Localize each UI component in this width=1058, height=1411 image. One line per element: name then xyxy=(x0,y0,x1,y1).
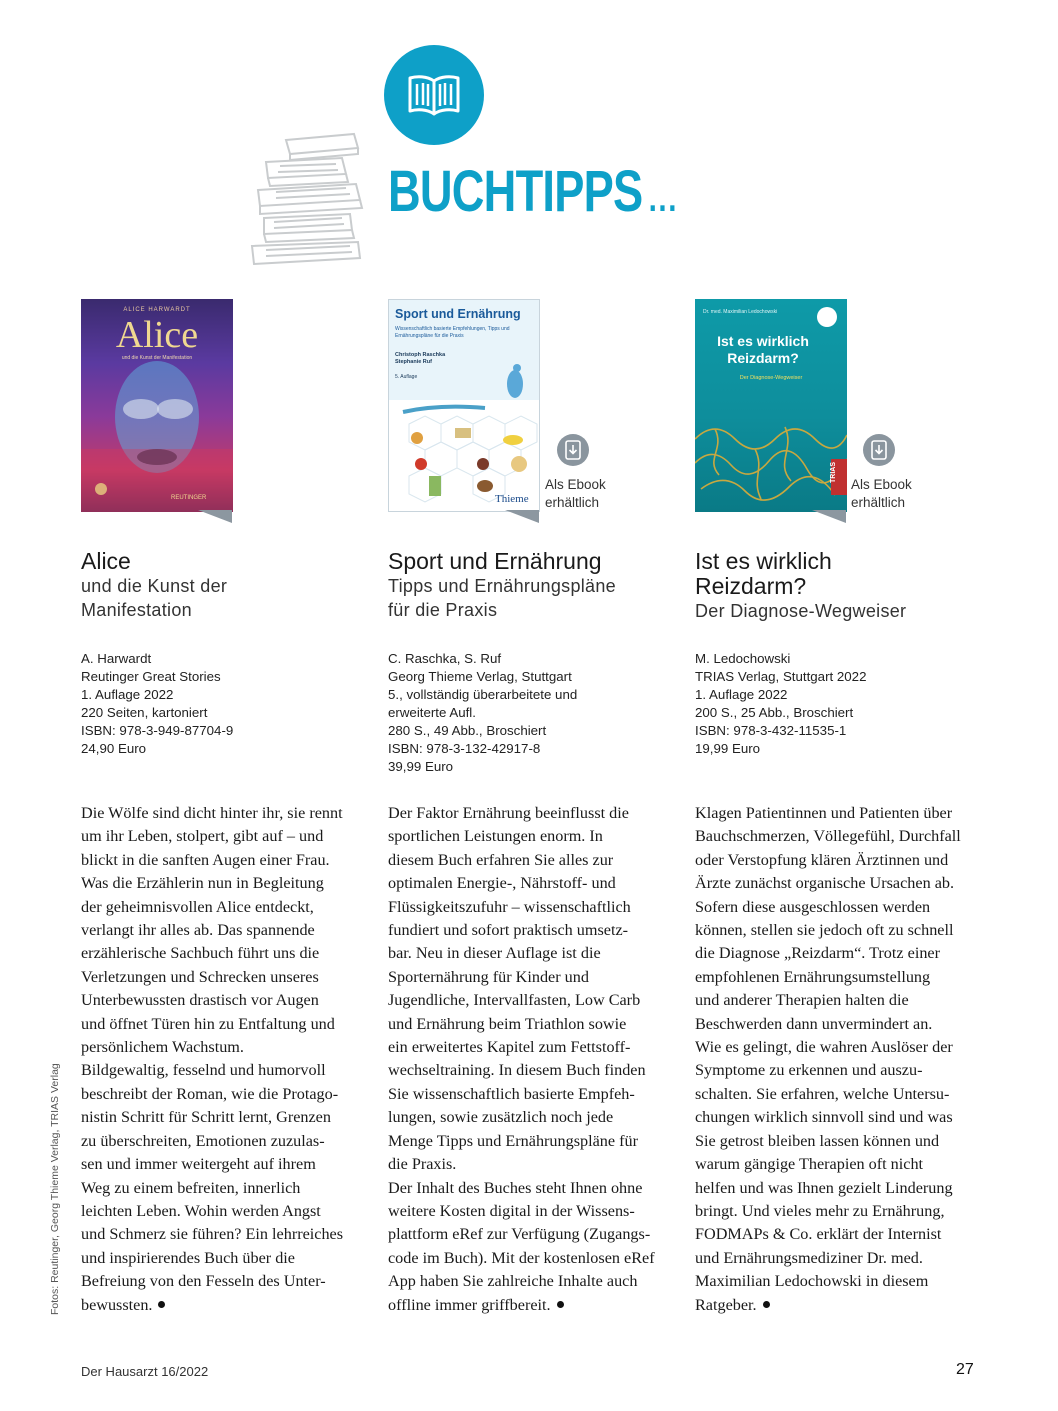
meta-line: C. Raschka, S. Ruf xyxy=(388,651,502,666)
description-line: oder Verstopfung klären Ärztinnen und xyxy=(695,850,949,869)
footer-publication: Der Hausarzt 16/2022 xyxy=(81,1364,209,1379)
description-line: Sie getrost bleiben lassen können und xyxy=(695,1131,940,1150)
meta-line: 200 S., 25 Abb., Broschiert xyxy=(695,705,854,720)
description-line: Was die Erzählerin nun in Begleitung xyxy=(81,874,324,893)
end-bullet xyxy=(557,1301,564,1308)
header-book-badge xyxy=(384,45,484,145)
ebook-text-line2: erhältlich xyxy=(851,495,906,510)
description-last-line xyxy=(388,1294,680,1317)
cover-publisher: REUTINGER xyxy=(171,495,207,501)
cover-corner-marker xyxy=(812,510,846,523)
cover-author-line: Dr. med. Maximilian Ledochowski xyxy=(703,309,778,315)
page-title xyxy=(388,158,678,225)
description-line: und Schmerz sie führen? Ein lehrreiches xyxy=(81,1225,344,1244)
description-line: offline immer griffbereit. xyxy=(388,1295,551,1314)
meta-line: 24,90 Euro xyxy=(81,741,147,756)
ebook-text-line1: Als Ebook xyxy=(545,477,606,492)
page-title-dots: ... xyxy=(648,178,679,220)
meta-line: erweiterte Aufl. xyxy=(388,705,476,720)
description-line: bringt. Und vieles mehr zu Ernährung, xyxy=(695,1201,945,1220)
page-title-text: BUCHTIPPS xyxy=(388,159,643,224)
end-bullet xyxy=(763,1301,770,1308)
cover-subtitle: Der Diagnose-Wegweiser xyxy=(739,375,803,381)
meta-line: Reutinger Great Stories xyxy=(81,669,221,684)
cover-corner-marker xyxy=(198,510,232,523)
ebook-download-icon xyxy=(863,434,895,466)
ebook-text-line2: erhältlich xyxy=(545,495,600,510)
description-line: wechseltraining. In diesem Buch finden xyxy=(388,1061,646,1080)
description-line: Beschwerden dann unvermindert an. xyxy=(695,1014,933,1033)
description-line: ein erweitertes Kapitel zum Fettstoff- xyxy=(388,1038,631,1057)
book-title-line: Reizdarm? xyxy=(695,573,807,599)
open-book-icon xyxy=(405,73,463,117)
end-bullet xyxy=(158,1301,165,1308)
description-line: warum gängige Therapien oft nicht xyxy=(695,1155,924,1174)
description-line: und öffnet Türen hin zu Entfaltung und xyxy=(81,1014,335,1033)
book-meta-alice xyxy=(81,650,233,758)
book-subtitle-line: Tipps und Ernährungspläne xyxy=(388,576,616,596)
description-line: Wie es gelingt, die wahren Auslöser der xyxy=(695,1038,953,1057)
description-line: bewussten. xyxy=(81,1295,153,1314)
description-line: um ihr Leben, stolpert, gibt auf – und xyxy=(81,827,324,846)
ebook-badge-reizdarm xyxy=(851,434,941,512)
description-line: Der Inhalt des Buches steht Ihnen ohne xyxy=(388,1178,643,1197)
description-line: Flüssigkeitszufuhr – wissenschaftlich xyxy=(388,897,631,916)
description-line: können, stellen sie jedoch oft zu schnell xyxy=(695,921,954,940)
description-line: beschreibt der Roman, wie die Protago- xyxy=(81,1084,339,1103)
cover-title: Alice xyxy=(115,314,199,356)
book-title-text: Sport und Ernährung xyxy=(388,548,602,574)
meta-line: TRIAS Verlag, Stuttgart 2022 xyxy=(695,669,867,684)
description-line: lungen, sowie zusätzlich noch jede xyxy=(388,1108,614,1127)
description-line: persönlichem Wachstum. xyxy=(81,1038,244,1057)
description-line: FODMAPs & Co. erklärt der Internist xyxy=(695,1225,942,1244)
description-line: Menge Tipps und Ernährungspläne für xyxy=(388,1131,638,1150)
book-title-sport xyxy=(388,549,688,622)
cover-title: Ist es wirklich Reizdarm? xyxy=(717,333,809,366)
description-line: erzählerische Sachbuch führt uns die xyxy=(81,944,320,963)
description-last-line xyxy=(81,1294,373,1317)
description-line: Sofern diese ausgeschlossen werden xyxy=(695,897,931,916)
description-line: Weg zu einem befreiten, innerlich xyxy=(81,1178,301,1197)
cover-edition: 5. Auflage xyxy=(395,374,418,380)
sport-cover-art xyxy=(389,300,540,512)
description-line: Jugendliche, Intervallfasten, Low Carb xyxy=(388,991,641,1010)
meta-line: 19,99 Euro xyxy=(695,741,761,756)
book-subtitle-line: und die Kunst der xyxy=(81,576,228,596)
book-title-text: Alice xyxy=(81,548,131,574)
meta-line: 5., vollständig überarbeitete und xyxy=(388,687,578,702)
book-stack-illustration xyxy=(246,128,376,270)
description-line: die Diagnose „Reizdarm“. Trotz einer xyxy=(695,944,940,963)
book-cover-alice xyxy=(81,299,233,512)
book-subtitle-line: Der Diagnose-Wegweiser xyxy=(695,601,907,621)
description-line: Sie wissenschaftlich basierte Empfeh- xyxy=(388,1084,635,1103)
meta-line: ISBN: 978-3-432-11535-1 xyxy=(695,723,847,738)
book-description-reizdarm xyxy=(695,802,987,1317)
description-line: Ratgeber. xyxy=(695,1295,757,1314)
meta-line: A. Harwardt xyxy=(81,651,152,666)
description-line: weitere Kosten digital in der Wissens- xyxy=(388,1201,635,1220)
description-line: Symptome zu erkennen und auszu- xyxy=(695,1061,923,1080)
description-line: der geheimnisvollen Alice entdeckt, xyxy=(81,897,314,916)
description-line: empfohlenen Ernährungsumstellung xyxy=(695,967,931,986)
cover-corner-marker xyxy=(505,510,539,523)
page-number: 27 xyxy=(956,1361,974,1378)
description-line: leichten Leben. Wohin werden Angst xyxy=(81,1201,321,1220)
description-line: und Ernährung beim Triathlon sowie xyxy=(388,1014,627,1033)
description-line: bar. Neu in dieser Auflage ist die xyxy=(388,944,601,963)
cover-title: Sport und Ernährung xyxy=(395,307,521,321)
reizdarm-cover-art xyxy=(695,299,847,512)
meta-line: ISBN: 978-3-132-42917-8 xyxy=(388,741,541,756)
cover-author-line: ALICE HARWARDT xyxy=(123,307,191,313)
description-line: und inspirierendes Buch über die xyxy=(81,1248,295,1267)
description-line: fundiert und sofort praktisch umsetz- xyxy=(388,921,629,940)
description-line: und Ernährungsmediziner Dr. med. xyxy=(695,1248,923,1267)
description-line: verlangt ihr alles ab. Das spannende xyxy=(81,921,315,940)
book-meta-sport xyxy=(388,650,577,776)
description-line: Bauchschmerzen, Völlegefühl, Durchfall xyxy=(695,827,961,846)
description-line: und anderer Therapien halten die xyxy=(695,991,909,1010)
book-description-sport xyxy=(388,802,680,1317)
ebook-download-icon xyxy=(557,434,589,466)
description-line: Klagen Patientinnen und Patienten über xyxy=(695,804,953,822)
cover-subtitle: Wissenschaftlich basierte Empfehlungen, Tipps und Ernährungspläne für die Praxis xyxy=(395,326,510,339)
cover-authors: Christoph Raschka Stephanie Ruf xyxy=(395,352,446,365)
book-title-line: Ist es wirklich xyxy=(695,548,832,574)
description-line: Verletzungen und Schrecken unseres xyxy=(81,967,319,986)
book-title-alice xyxy=(81,549,371,622)
book-description-alice xyxy=(81,802,373,1317)
description-line: sportlichen Leistungen enorm. In xyxy=(388,827,603,846)
cover-publisher: Thieme xyxy=(495,493,529,505)
book-meta-reizdarm xyxy=(695,650,866,758)
meta-line: 1. Auflage 2022 xyxy=(695,687,788,702)
cover-publisher: TRIAS xyxy=(830,462,837,483)
photo-credit: Fotos: Reutinger, Georg Thieme Verlag, TRIAS Verlag xyxy=(49,1063,61,1315)
description-line: chungen wirklich sinnvoll sind und was xyxy=(695,1108,953,1127)
book-cover-sport xyxy=(388,299,540,512)
description-line: nistin Schritt für Schritt lernt, Grenzen xyxy=(81,1108,331,1127)
cover-subtitle: und die Kunst der Manifestation xyxy=(121,355,193,361)
description-line: Befreiung von den Fesseln des Unter- xyxy=(81,1272,326,1291)
description-line: optimalen Energie-, Nährstoff- und xyxy=(388,874,616,893)
description-line: Ärzte zunächst organische Ursachen ab. xyxy=(695,874,955,893)
meta-line: 1. Auflage 2022 xyxy=(81,687,174,702)
description-line: schalten. Sie erfahren, welche Untersu- xyxy=(695,1084,950,1103)
book-subtitle-line: für die Praxis xyxy=(388,600,498,620)
description-line: Die Wölfe sind dicht hinter ihr, sie rennt xyxy=(81,804,343,822)
description-line: die Praxis. xyxy=(388,1155,457,1174)
book-cover-reizdarm xyxy=(695,299,847,512)
description-line: Unterbewussten drastisch vor Augen xyxy=(81,991,319,1010)
description-line: sen und immer weitergeht auf ihrem xyxy=(81,1155,316,1174)
book-subtitle-line: Manifestation xyxy=(81,600,192,620)
description-last-line xyxy=(695,1294,987,1317)
description-line: code im Buch). Mit der kostenlosen eRef xyxy=(388,1248,655,1267)
meta-line: 39,99 Euro xyxy=(388,759,454,774)
meta-line: M. Ledochowski xyxy=(695,651,791,666)
meta-line: Georg Thieme Verlag, Stuttgart xyxy=(388,669,572,684)
book-title-reizdarm xyxy=(695,549,985,623)
meta-line: ISBN: 978-3-949-87704-9 xyxy=(81,723,234,738)
description-line: Der Faktor Ernährung beeinflusst die xyxy=(388,804,629,822)
description-line: Bildgewaltig, fesselnd und humorvoll xyxy=(81,1061,326,1080)
ebook-text-line1: Als Ebook xyxy=(851,477,912,492)
description-line: App haben Sie zahlreiche Inhalte auch xyxy=(388,1272,638,1291)
description-line: diesem Buch erfahren Sie alles zur xyxy=(388,850,614,869)
description-line: Sporternährung für Kinder und xyxy=(388,967,589,986)
description-line: blickt in die sanften Augen einer Frau. xyxy=(81,850,330,869)
description-line: helfen und was Ihnen gezielt Linderung xyxy=(695,1178,953,1197)
description-line: plattform eRef zur Verfügung (Zugangs- xyxy=(388,1225,651,1244)
ebook-badge-sport xyxy=(545,434,635,512)
meta-line: 280 S., 49 Abb., Broschiert xyxy=(388,723,547,738)
meta-line: 220 Seiten, kartoniert xyxy=(81,705,208,720)
description-line: Maximilian Ledochowski in diesem xyxy=(695,1272,929,1291)
description-line: zu überschreiten, Emotionen zuzulas- xyxy=(81,1131,325,1150)
